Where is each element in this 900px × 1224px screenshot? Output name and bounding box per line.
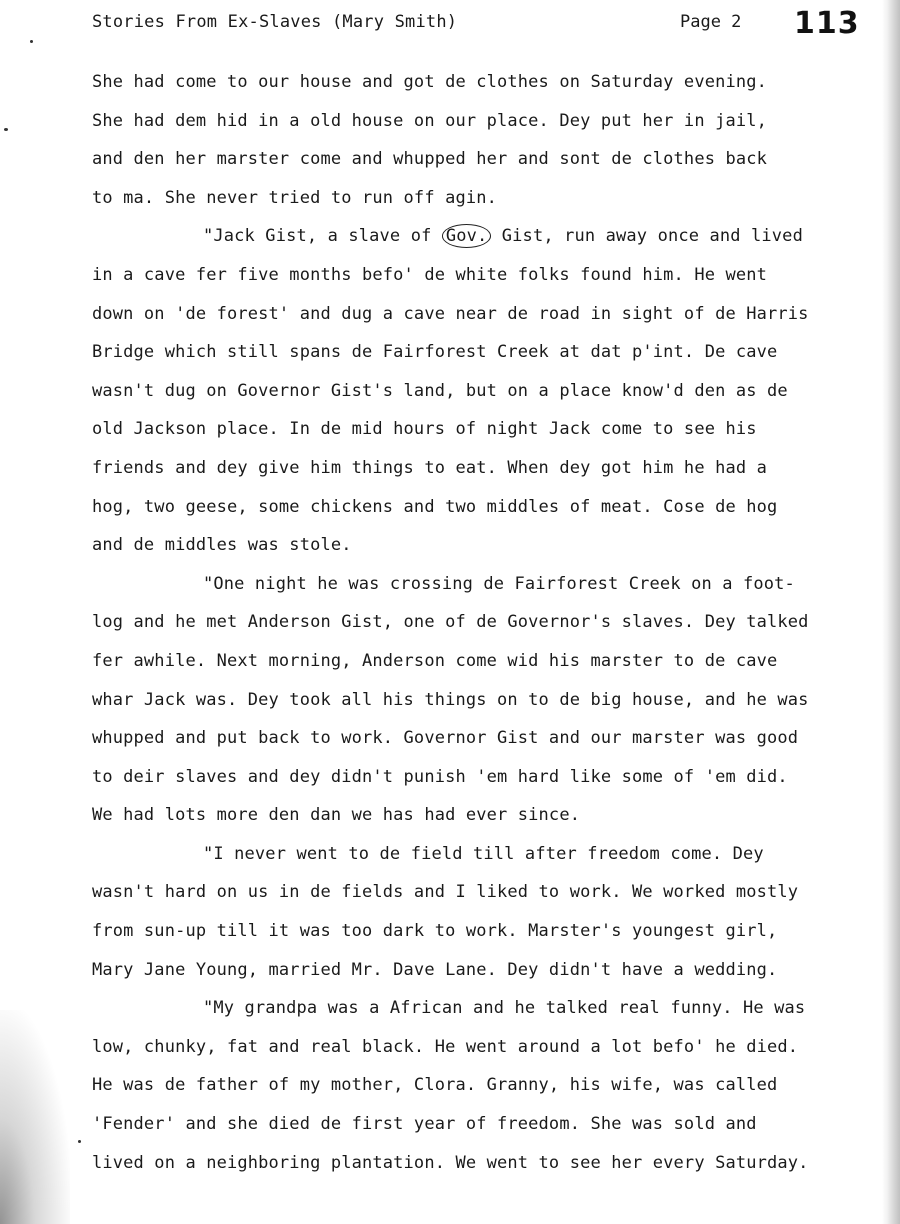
text-line: She had dem hid in a old house on our place. Dey put her in jail, [92, 110, 768, 131]
text-line-paragraph-start [92, 221, 862, 260]
text-line: Mary Jane Young, married Mr. Dave Lane. Dey didn't have a wedding. [92, 959, 778, 980]
text-line: whar Jack was. Dey took all his things on to de big house, and he was [92, 689, 809, 710]
text-line: wasn't dug on Governor Gist's land, but on a place know'd den as de [92, 380, 788, 401]
text-line: low, chunky, fat and real black. He went around a lot befo' he died. [92, 1036, 799, 1057]
text-line: She had come to our house and got de clothes on Saturday evening. [92, 72, 768, 92]
page-header [92, 6, 860, 50]
text-line: fer awhile. Next morning, Anderson come wid his marster to de cave [92, 650, 778, 671]
text-line: friends and dey give him things to eat. When dey got him he had a [92, 457, 768, 478]
text-line-paragraph-start: "My grandpa was a African and he talked real funny. He was [203, 998, 806, 1019]
text-line-paragraph-start: "One night he was crossing de Fairforest Creek on a foot- [203, 573, 795, 594]
text-line: We had lots more den dan we has had ever since. [92, 805, 581, 826]
text-line: to ma. She never tried to run off agin. [92, 187, 498, 208]
text-line: from sun-up till it was too dark to work. Marster's youngest girl, [92, 921, 778, 942]
body-text [92, 67, 862, 1186]
header-page-label: Page 2 [680, 12, 742, 32]
scan-corner-shadow [0, 1010, 70, 1224]
text-line: and de middles was stole. [92, 535, 352, 556]
text-line: whupped and put back to work. Governor Gist and our marster was good [92, 728, 799, 749]
scan-speck [4, 128, 8, 131]
text-line: down on 'de forest' and dug a cave near de road in sight of de Harris [92, 303, 809, 324]
text-line: to deir slaves and dey didn't punish 'em hard like some of 'em did. [92, 766, 788, 787]
text-line: wasn't hard on us in de fields and I liked to work. We worked mostly [92, 882, 799, 903]
scan-edge-shadow [882, 0, 900, 1224]
text-line: lived on a neighboring plantation. We went to see her every Saturday. [92, 1152, 809, 1173]
scan-speck [30, 40, 33, 43]
circled-annotation: Gov. [442, 224, 492, 248]
text-line-paragraph-start: "I never went to de field till after freedom come. Dey [203, 843, 764, 864]
stamped-page-number: 113 [794, 6, 860, 41]
text-segment: Gist, run away once and lived [491, 226, 803, 247]
text-line: hog, two geese, some chickens and two middles of meat. Cose de hog [92, 496, 778, 517]
text-line: and den her marster come and whupped her and sont de clothes back [92, 149, 768, 170]
header-title: Stories From Ex-Slaves (Mary Smith) [92, 12, 458, 32]
text-line: in a cave fer five months befo' de white folks found him. He went [92, 264, 768, 285]
text-line: Bridge which still spans de Fairforest Creek at dat p'int. De cave [92, 342, 778, 363]
text-line: 'Fender' and she died de first year of freedom. She was sold and [92, 1114, 757, 1135]
text-line: old Jackson place. In de mid hours of night Jack come to see his [92, 419, 757, 440]
text-line: log and he met Anderson Gist, one of de Governor's slaves. Dey talked [92, 612, 809, 633]
text-line: He was de father of my mother, Clora. Granny, his wife, was called [92, 1075, 778, 1096]
scan-speck [78, 1140, 81, 1143]
text-segment: "Jack Gist, a slave of [203, 226, 442, 247]
